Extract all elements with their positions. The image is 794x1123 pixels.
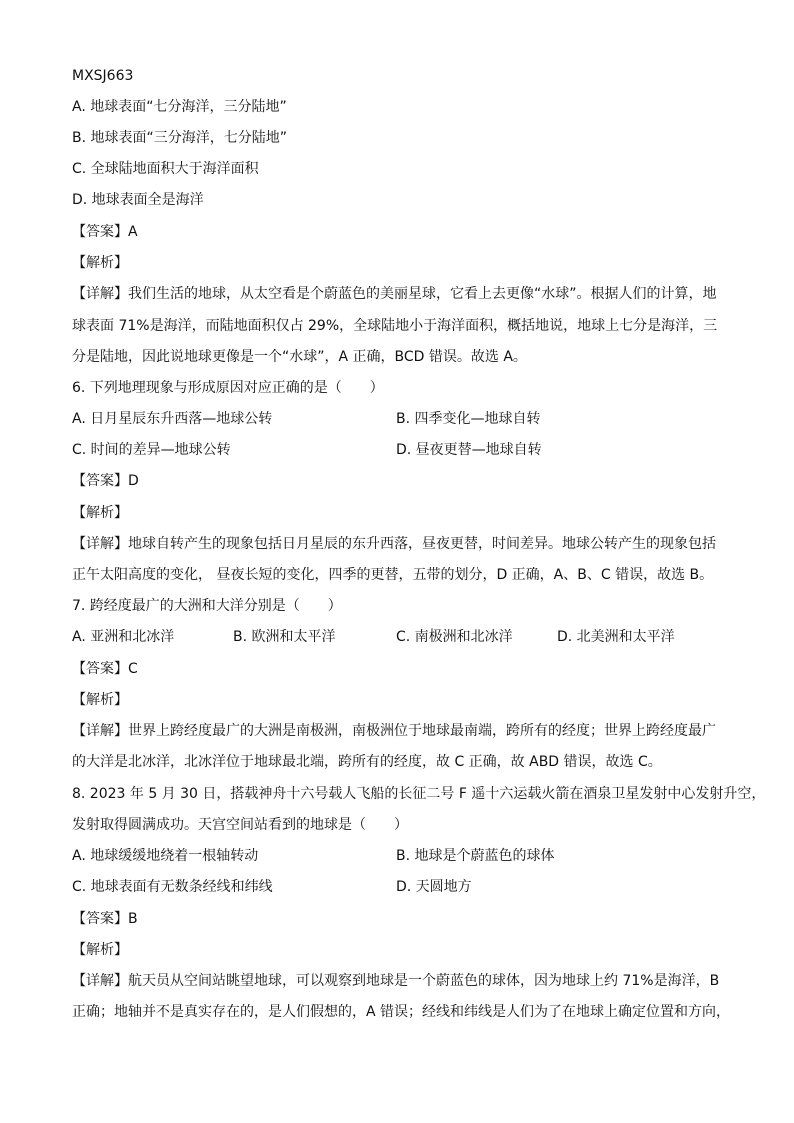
q6-option-c: C. 时间的差异—地球公转 bbox=[72, 442, 231, 458]
q8-analysis-heading: 【解析】 bbox=[72, 942, 128, 958]
q6-option-b: B. 四季变化—地球自转 bbox=[396, 411, 541, 427]
q8-option-c: C. 地球表面有无数条经线和纬线 bbox=[72, 879, 273, 895]
q7-stem: 7. 跨经度最广的大洲和大洋分别是（ ） bbox=[72, 598, 342, 614]
q6-detail-line-1: 【详解】地球自转产生的现象包括日月星辰的东升西落，昼夜更替，时间差异。地球公转产生的现象包括 bbox=[72, 536, 716, 552]
q8-option-d: D. 天圆地方 bbox=[396, 879, 472, 895]
q7-option-d: D. 北美洲和太平洋 bbox=[557, 629, 675, 645]
q7-detail-line-2: 的大洋是北冰洋，北冰洋位于地球最北端，跨所有的经度，故 C 正确，故 ABD 错误，故选 C。 bbox=[72, 754, 662, 770]
q6-stem: 6. 下列地理现象与形成原因对应正确的是（ ） bbox=[72, 380, 384, 396]
q5-detail-line-2: 球表面 71%是海洋，而陆地面积仅占 29%，全球陆地小于海洋面积，概括地说，地球上七分是海洋，三 bbox=[72, 318, 718, 334]
q5-option-c: C. 全球陆地面积大于海洋面积 bbox=[72, 161, 259, 177]
q5-analysis-heading: 【解析】 bbox=[72, 255, 128, 271]
q6-option-d: D. 昼夜更替—地球自转 bbox=[396, 442, 542, 458]
q7-analysis-heading: 【解析】 bbox=[72, 692, 128, 708]
q6-option-a: A. 日月星辰东升西落—地球公转 bbox=[72, 411, 273, 427]
q7-option-c: C. 南极洲和北冰洋 bbox=[396, 629, 513, 645]
q7-option-b: B. 欧洲和太平洋 bbox=[233, 629, 336, 645]
q7-answer: 【答案】C bbox=[72, 661, 138, 677]
q5-option-a: A. 地球表面“七分海洋，三分陆地” bbox=[72, 99, 287, 115]
q5-option-b: B. 地球表面“三分海洋，七分陆地” bbox=[72, 130, 288, 146]
q8-stem-line-2: 发射取得圆满成功。天宫空间站看到的地球是（ ） bbox=[72, 817, 408, 833]
q6-analysis-heading: 【解析】 bbox=[72, 505, 128, 521]
q8-answer: 【答案】B bbox=[72, 911, 138, 927]
q5-detail-line-3: 分是陆地，因此说地球更像是一个“水球”，A 正确，BCD 错误。故选 A。 bbox=[72, 349, 527, 365]
q8-stem-line-1: 8. 2023 年 5 月 30 日，搭载神舟十六号载人飞船的长征二号 F 遥十六运载火箭在酒泉卫星发射中心发射升空， bbox=[72, 786, 766, 802]
q6-detail-line-2: 正午太阳高度的变化， 昼夜长短的变化，四季的更替，五带的划分，D 正确，A、B、C 错误，故选 B。 bbox=[72, 567, 714, 583]
q7-option-a: A. 亚洲和北冰洋 bbox=[72, 629, 175, 645]
document-code: MXSJ663 bbox=[72, 68, 134, 84]
q8-detail-line-1: 【详解】航天员从空间站眺望地球，可以观察到地球是一个蔚蓝色的球体，因为地球上约 71%是海洋，B bbox=[72, 973, 720, 989]
q5-detail-line-1: 【详解】我们生活的地球，从太空看是个蔚蓝色的美丽星球，它看上去更像“水球”。根据人们的计算，地 bbox=[72, 286, 717, 302]
q8-option-a: A. 地球缓缓地绕着一根轴转动 bbox=[72, 848, 259, 864]
q5-option-d: D. 地球表面全是海洋 bbox=[72, 192, 204, 208]
q8-detail-line-2: 正确；地轴并不是真实存在的，是人们假想的，A 错误；经线和纬线是人们为了在地球上确定位置和方向， bbox=[72, 1004, 731, 1020]
q8-option-b: B. 地球是个蔚蓝色的球体 bbox=[396, 848, 555, 864]
q7-detail-line-1: 【详解】世界上跨经度最广的大洲是南极洲，南极洲位于地球最南端，跨所有的经度；世界上跨经度最广 bbox=[72, 723, 716, 739]
q5-answer: 【答案】A bbox=[72, 224, 138, 240]
q6-answer: 【答案】D bbox=[72, 473, 139, 489]
